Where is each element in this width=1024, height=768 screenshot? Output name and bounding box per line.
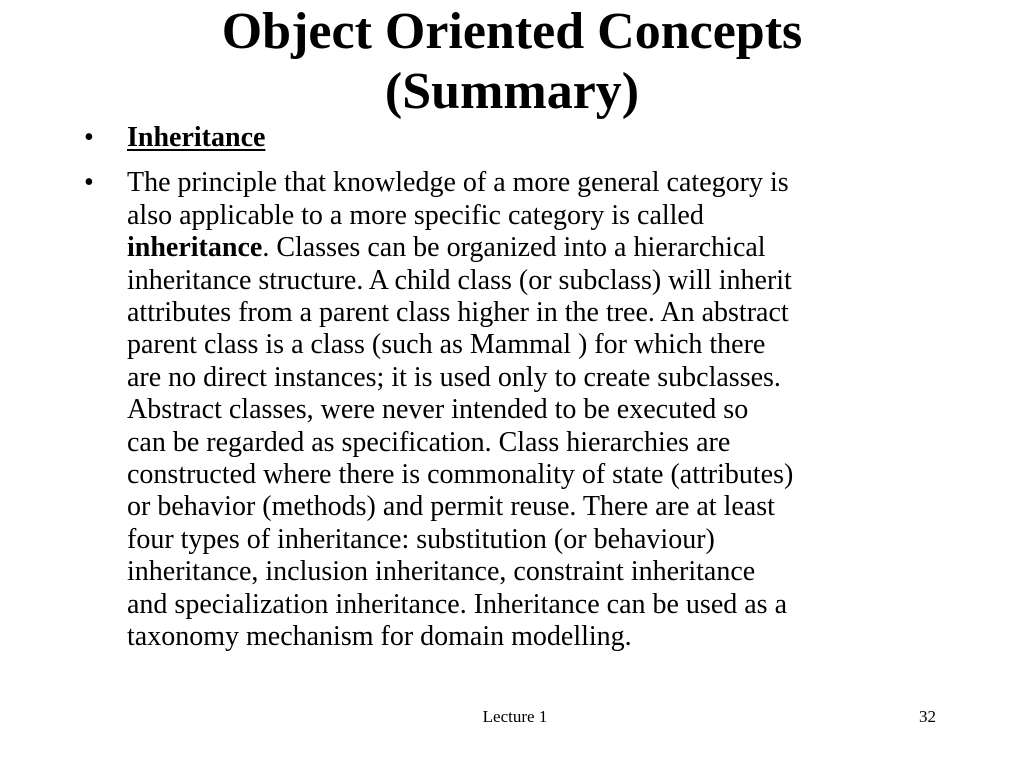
- body-line: also applicable to a more specific category is called: [127, 199, 704, 231]
- emphasized-term: inheritance: [127, 232, 263, 264]
- body-line: inheritance structure. A child class (or subclass) will inherit: [127, 264, 792, 296]
- body-line: [127, 232, 964, 264]
- body-line: constructed where there is commonality of state (attributes): [127, 459, 794, 491]
- slide-title: [0, 2, 1024, 122]
- body-line: four types of inheritance: substitution (or behaviour): [127, 523, 715, 555]
- body-line: are no direct instances; it is used only to create subclasses.: [127, 361, 781, 393]
- body-line: The principle that knowledge of a more general category is: [127, 167, 789, 199]
- bullet-marker: •: [84, 122, 94, 153]
- body-line: Abstract classes, were never intended to be executed so: [127, 394, 749, 426]
- body-line: parent class is a class (such as Mammal ) for which there: [127, 329, 766, 361]
- bullet-item-body: [84, 167, 964, 653]
- body-line-rest: . Classes can be organized into a hierarchical: [262, 232, 766, 264]
- body-line: taxonomy mechanism for domain modelling.: [127, 621, 632, 653]
- slide-number: 32: [919, 707, 936, 726]
- body-line: inheritance, inclusion inheritance, constraint inheritance: [127, 556, 756, 588]
- body-paragraph: [127, 167, 964, 653]
- body-line: can be regarded as specification. Class hierarchies are: [127, 426, 731, 458]
- footer-lecture-label: Lecture 1: [482, 707, 548, 726]
- bullet-list: [84, 122, 964, 654]
- body-line: attributes from a parent class higher in the tree. An abstract: [127, 297, 789, 329]
- body-line: and specialization inheritance. Inheritance can be used as a: [127, 588, 788, 620]
- section-heading: Inheritance: [127, 122, 266, 153]
- body-line: or behavior (methods) and permit reuse. There are at least: [127, 491, 775, 523]
- bullet-marker: •: [84, 167, 94, 199]
- slide-title-line-1: Object Oriented Concepts: [221, 3, 803, 60]
- bullet-item-heading: [84, 122, 964, 154]
- slide-title-line-2: (Summary): [384, 63, 640, 120]
